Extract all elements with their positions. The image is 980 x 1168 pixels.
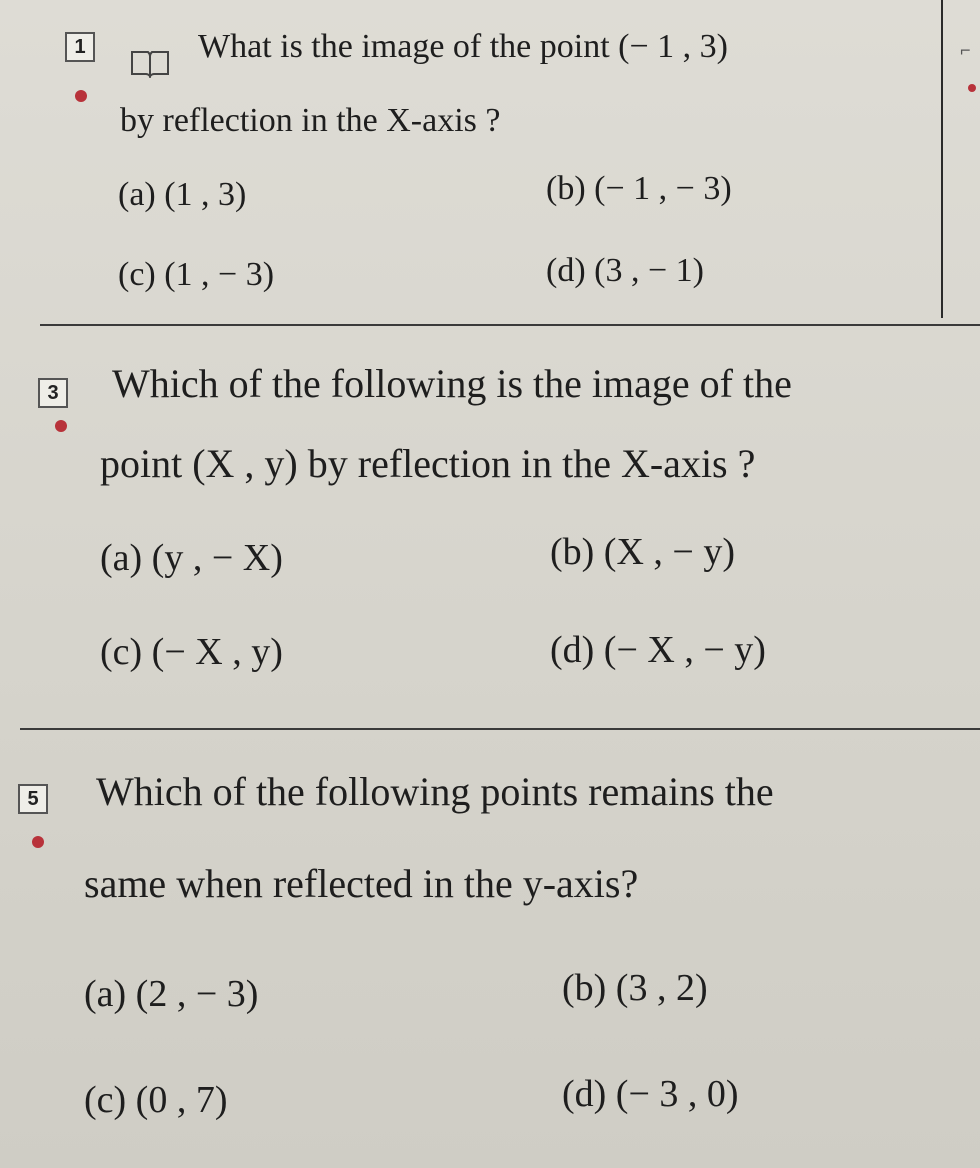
question-3-option-b[interactable]: (b) (X , − y) [550, 531, 735, 573]
question-5-option-d[interactable]: (d) (− 3 , 0) [562, 1073, 739, 1115]
edge-marker-dot [968, 84, 976, 92]
question-1-option-b[interactable]: (b) (− 1 , − 3) [546, 170, 732, 207]
question-1-option-a[interactable]: (a) (1 , 3) [118, 176, 247, 213]
question-1-line-2: by reflection in the X-axis ? [120, 102, 501, 139]
book-icon [130, 48, 170, 78]
question-3-number: 3 [38, 378, 68, 408]
column-divider [941, 0, 943, 318]
divider-1 [40, 324, 980, 326]
question-3-option-c[interactable]: (c) (− X , y) [100, 631, 283, 673]
question-3-option-d[interactable]: (d) (− X , − y) [550, 629, 766, 671]
question-1-option-d[interactable]: (d) (3 , − 1) [546, 252, 704, 289]
question-1-marker-dot [75, 90, 87, 102]
question-3-marker-dot [55, 420, 67, 432]
divider-2 [20, 728, 980, 730]
question-5-line-1: Which of the following points remains the [96, 769, 774, 814]
edge-glyph-icon: ⌐ [960, 40, 971, 60]
question-5-option-a[interactable]: (a) (2 , − 3) [84, 973, 259, 1015]
question-5-marker-dot [32, 836, 44, 848]
question-1-number: 1 [65, 32, 95, 62]
question-5-line-2: same when reflected in the y-axis? [84, 861, 639, 906]
question-5-option-c[interactable]: (c) (0 , 7) [84, 1079, 228, 1121]
question-5-number: 5 [18, 784, 48, 814]
question-3-line-2: point (X , y) by reflection in the X-axis ? [100, 441, 756, 486]
question-5-option-b[interactable]: (b) (3 , 2) [562, 967, 708, 1009]
question-1-line-1: What is the image of the point (− 1 , 3) [198, 28, 728, 65]
question-3-option-a[interactable]: (a) (y , − X) [100, 537, 283, 579]
question-1-option-c[interactable]: (c) (1 , − 3) [118, 256, 275, 293]
question-3-line-1: Which of the following is the image of the [112, 361, 792, 406]
